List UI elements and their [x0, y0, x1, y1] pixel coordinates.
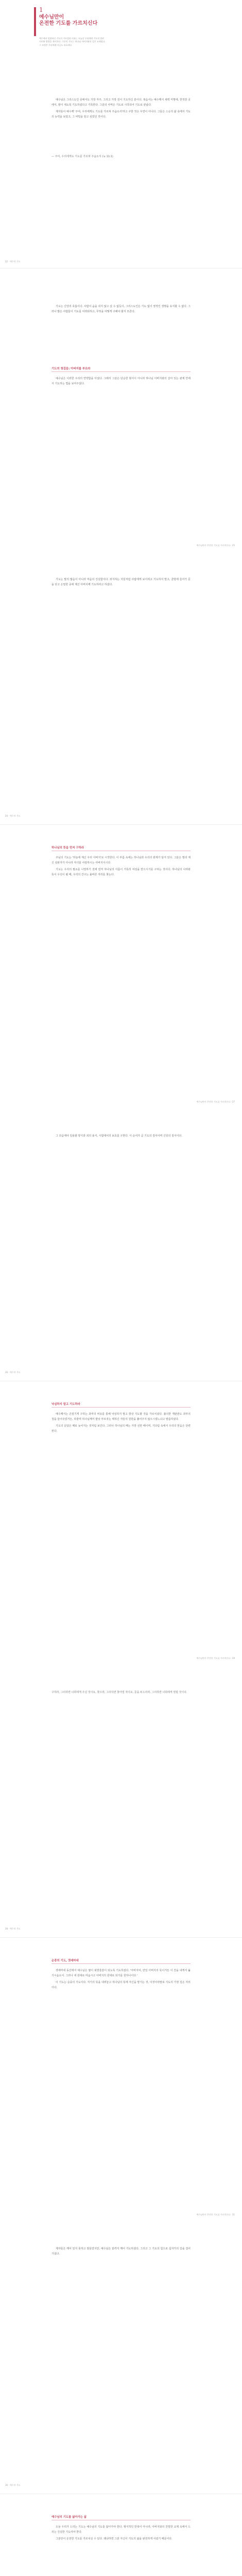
chapter-title: [39, 14, 97, 27]
spread-1: [0, 0, 242, 268]
page-footer-left: 24 · 예수의 기도: [5, 815, 21, 817]
paragraph: 기도의 응답은 때로 늦어지는 것처럼 보인다. 그러나 하나님의 때는 가장 선한 때이며, 기다림 속에서 우리의 믿음은 단련된다.: [51, 1425, 191, 1433]
paragraph: 기도는 신앙의 호흡이다. 사람이 숨을 쉬지 않고 살 수 없듯이, 그리스도인은 기도 없이 영적인 생명을 유지할 수 없다. 그러나 많은 사람들이 기도를 어려워하고, 무엇을 어떻게 구해야 할지 모른다.: [51, 305, 191, 313]
paragraph: 기도는 우리의 필요를 나열하기 전에 먼저 하나님의 이름이 거룩히 여김을 받으시기를 구하는 것이다. 하나님의 나라와 뜻이 우선이 될 때, 우리의 간구는 올바른 자리를 찾는다.: [51, 868, 191, 876]
paragraph: 겟세마네 동산에서 예수님은 땀이 핏방울같이 되도록 기도하셨다. '아버지여, 만일 아버지의 뜻이거든 이 잔을 내게서 옮기시옵소서. 그러나 내 원대로 마옵시고 아버지의 원대로 되기를 원하나이다.': [51, 1969, 191, 1977]
body-text: [51, 98, 191, 122]
paragraph: 기도는 말의 많음이 아니라 마음의 진실함이다. 외식하는 자들처럼 사람에게 보이려고 기도하지 말고, 골방에 들어가 문을 닫고 은밀한 중에 계신 아버지께 기도하라고 하셨다.: [51, 578, 191, 586]
paragraph: 제자들은 깨어 있지 못하고 잠들었지만, 예수님은 끝까지 깨어 기도하셨다. 그리고 그 기도의 힘으로 십자가의 길을 걸어가셨다.: [51, 2247, 191, 2256]
page-footer-left: 26 · 예수의 기도: [5, 1371, 21, 1374]
chapter-number: 1: [39, 6, 43, 13]
spread-3: [0, 824, 242, 1381]
spread-6: [0, 2494, 242, 2576]
page-footer-left: 30 · 예수의 기도: [5, 2484, 21, 2486]
paragraph: 이 기도는 순종의 기도이다. 자기의 뜻을 내려놓고 하나님의 뜻에 자신을 맡기는 것, 이것이야말로 기도의 가장 깊은 자리이다.: [51, 1981, 191, 1989]
chapter-intro: 예수께서 말씀하신 기도의 가르침과 비유는 오늘날 우리에게 기도의 참된 의미와 방향을 제시한다. 그분의 기도는 하나님 아버지와의 깊은 교제였고, 그 모범은 우리에게 지금도 유효하다.: [39, 37, 106, 46]
spread-4: [0, 1381, 242, 1938]
section-rule: [51, 371, 191, 372]
body-text: [51, 578, 191, 589]
body-text: [51, 2525, 191, 2544]
body-text: [51, 856, 191, 879]
chapter-title-line-2: 온전한 기도를 가르치신다: [39, 21, 98, 26]
chapter-title-line-1: 예수님만이: [39, 14, 64, 20]
page-footer-right: 예수님만이 온전한 기도를 가르치신다 · 27: [196, 1100, 235, 1103]
chapter-accent-bar: [34, 7, 36, 36]
body-text: [51, 304, 191, 316]
scripture-quote: — 주여, 우리에게도 기도를 가르쳐 주옵소서 (눅 11:1): [51, 155, 113, 158]
body-text: [51, 2247, 191, 2259]
page-footer-right: 예수님만이 온전한 기도를 가르치신다 · 29: [196, 1657, 235, 1659]
paragraph: 예수께서는 끈질기게 구하는 과부의 비유를 통해 낙심하지 말고 항상 기도할 것을 가르치셨다. 불의한 재판관도 과부의 청을 들어주었거든, 하물며 하나님께서 밤낮 부르짖는 택하신 자들의 원한을 풀어주지 않으시겠느냐고 말씀하셨다.: [51, 1413, 191, 1421]
paragraph: 예수님은 그리스도인 중에서도 가장 자주, 그리고 가장 깊이 기도하신 분이다. 복음서는 예수께서 새벽 미명에, 한적한 곳에서, 밤이 새도록 기도하셨다고 기록한다. 그분의 사역은 기도로 시작되어 기도로 끝났다.: [51, 98, 191, 107]
scripture-quote: 구하라, 그리하면 너희에게 주실 것이요, 찾으라, 그리하면 찾아낼 것이요, 문을 두드리라, 그리하면 너희에게 열릴 것이다.: [51, 1691, 187, 1694]
page-footer-right: 예수님만이 온전한 기도를 가르치신다 · 25: [196, 544, 235, 547]
body-text: [51, 1969, 191, 1992]
paragraph: 그분만이 온전한 기도를 가르치실 수 있다. 왜냐하면 그분 자신이 기도의 삶을 완전하게 사셨기 때문이다.: [56, 2537, 172, 2541]
paragraph: 그 다음에야 일용할 양식과 죄의 용서, 시험에서의 보호를 구한다. 이 순서가 곧 기도의 질서이며 신앙의 질서이다.: [56, 1134, 182, 1138]
paragraph: 제자들이 예수께 '주여, 우리에게도 기도를 가르쳐 주옵소서'라고 구한 것은 우연이 아니다. 그들은 스승의 삶 속에서 기도의 능력을 보았고, 그 비밀을 알고 싶었던 것이다.: [51, 110, 191, 118]
section-heading: 순종의 기도, 겟세마네: [51, 1959, 79, 1962]
page-footer-right: 예수님만이 온전한 기도를 가르치신다 · 31: [196, 2213, 235, 2216]
section-heading: 예수님의 기도를 닮아가는 삶: [51, 2516, 87, 2519]
body-text: [51, 1412, 191, 1436]
page-footer-left: 22 · 예수의 기도: [5, 260, 21, 263]
section-heading: 낙심하지 말고 기도하라: [51, 1403, 80, 1406]
body-text: [51, 377, 191, 388]
section-heading: 기도의 첫걸음: 아버지를 부르라: [51, 367, 91, 370]
section-rule: [51, 1963, 191, 1964]
spread-5: [0, 1937, 242, 2494]
paragraph: 예수님은 이러한 우리의 연약함을 아셨다. 그래서 그분은 단순한 형식이 아니라 하나님 아버지와의 살아 있는 관계 안에서 기도하는 법을 보여주셨다.: [51, 377, 191, 385]
section-rule: [51, 1407, 191, 1408]
section-heading: 하나님의 뜻을 먼저 구하라: [51, 846, 84, 850]
page-footer-left: 28 · 예수의 기도: [5, 1927, 21, 1930]
body-text: [51, 1134, 191, 1141]
spread-2: [0, 268, 242, 825]
paragraph: 주님의 기도는 '하늘에 계신 우리 아버지'로 시작한다. 이 부름 속에는 하나님과 우리의 관계가 담겨 있다. 그분은 멀리 계신 심판자가 아니라 자녀를 사랑하시는 아버지이시다.: [51, 856, 191, 865]
paragraph: 오늘 우리가 드리는 기도는 예수님의 기도를 닮아가야 한다. 형식적인 반복이 아니라, 아버지와의 친밀한 교제 속에서 드리는 진실한 기도여야 한다.: [51, 2526, 191, 2534]
